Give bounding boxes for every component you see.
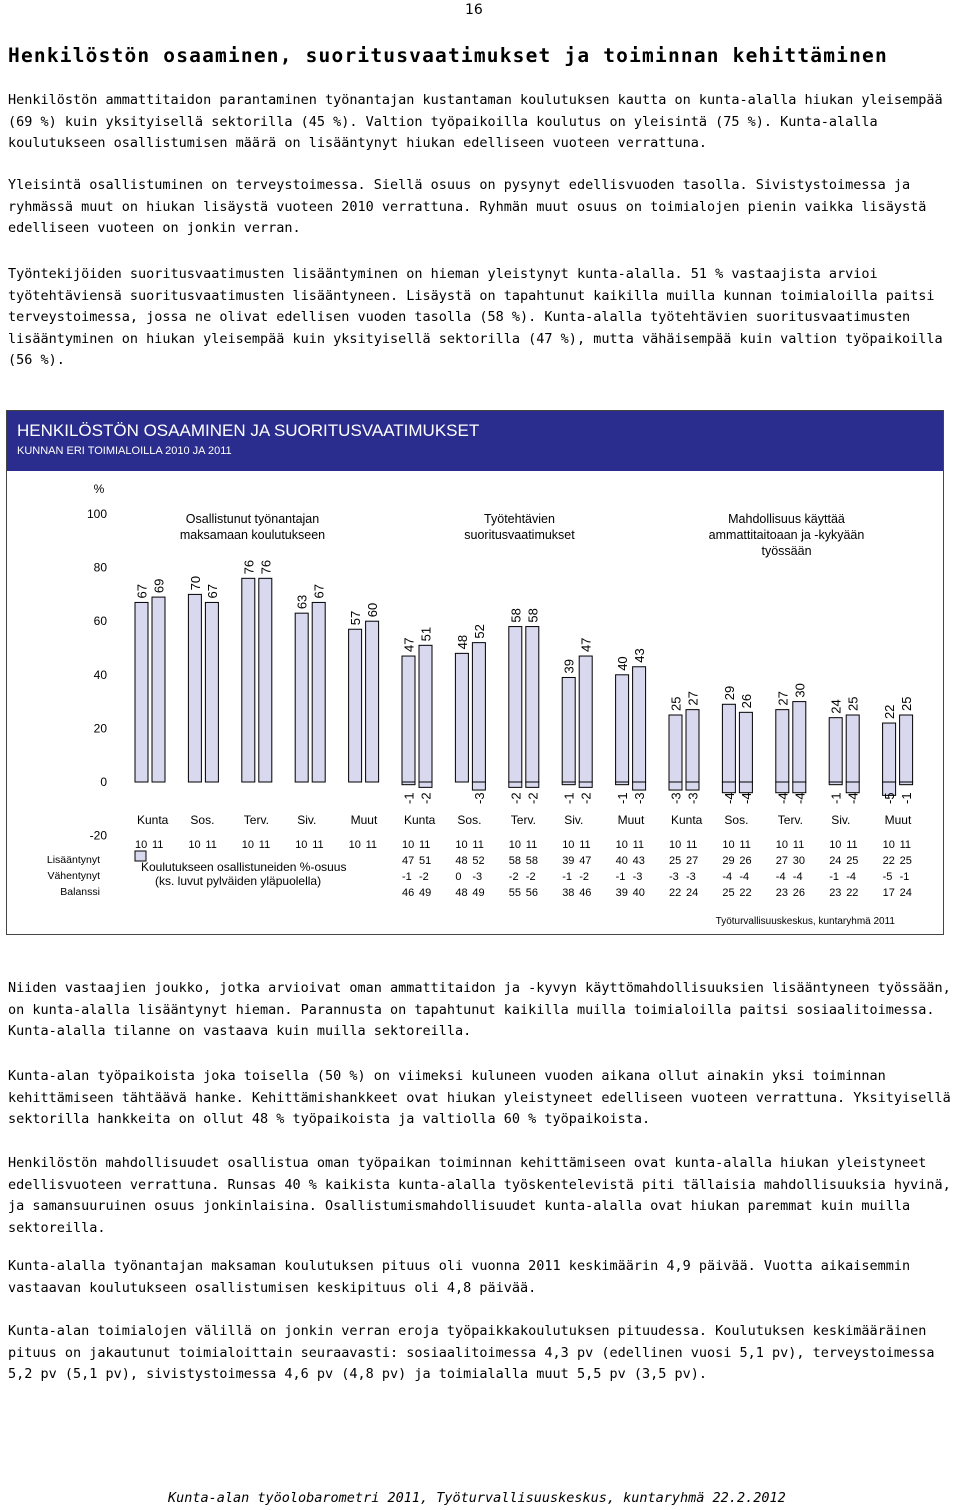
table-cell: 23 [829, 887, 842, 899]
table-cell: 26 [792, 887, 806, 899]
table-cell: -2 [508, 871, 519, 883]
bar-decrease [722, 782, 735, 793]
table-cell: -2 [525, 871, 536, 883]
table-cell: 43 [632, 855, 645, 867]
bar-data-label: 47 [401, 637, 417, 653]
table-cell: 55 [508, 887, 522, 899]
bar-decrease [472, 782, 485, 790]
group-title: työssään [761, 544, 812, 558]
bar-increase [312, 602, 325, 782]
table-cell: 56 [525, 887, 539, 899]
table-cell: 49 [472, 887, 485, 899]
bar-increase [472, 643, 485, 782]
sector-label: Muut [350, 813, 378, 827]
bar-data-label: 58 [508, 608, 524, 623]
bar-data-label: 47 [578, 637, 594, 653]
bar-data-label: 22 [882, 704, 898, 720]
year-label: 10 [615, 839, 628, 851]
table-cell: 24 [829, 855, 842, 867]
table-cell: -4 [775, 871, 786, 883]
legend-note: Koulutukseen osallistuneiden %-osuus [141, 860, 347, 874]
bar-increase [900, 715, 913, 782]
table-cell: 40 [632, 887, 645, 899]
group-title: ammattitaitoaan ja -kykyään [708, 528, 865, 542]
chart-header [7, 411, 943, 471]
bar-data-label: 27 [775, 691, 791, 706]
table-cell: 22 [846, 887, 859, 899]
table-cell: -2 [419, 871, 429, 883]
year-label: 10 [775, 839, 789, 851]
bar-decrease [579, 782, 592, 787]
sector-label: Siv. [831, 813, 851, 827]
y-tick-label: 0 [100, 775, 107, 789]
table-cell: 46 [579, 887, 592, 899]
table-cell: 25 [669, 855, 682, 867]
paragraph: Kunta-alalla työnantajan maksaman koulutuksen pituus oli vuonna 2011 keskimäärin 4,9 päivää. Vuotta aikaisemmin vastaavan koulutukseen osallistumisen keskipituus oli 4,8 päivää. [8, 1258, 911, 1296]
sector-label: Sos. [190, 813, 215, 827]
table-cell: 27 [775, 855, 789, 867]
bar-increase [349, 629, 362, 782]
bar-increase [259, 578, 272, 782]
table-cell: -4 [722, 871, 733, 883]
table-cell: 17 [882, 887, 895, 899]
bar-decrease [616, 782, 629, 785]
y-tick-label: -20 [89, 828, 107, 843]
bar-data-label: 40 [615, 656, 631, 671]
bar-data-label: 60 [365, 602, 381, 618]
table-cell: -1 [562, 871, 572, 883]
bar-data-label: -5 [882, 792, 898, 804]
bar-increase [188, 594, 201, 782]
bar-data-label: 69 [151, 578, 167, 594]
bar-decrease [562, 782, 575, 785]
bar-increase [616, 675, 629, 782]
row-label: Balanssi [60, 886, 100, 898]
table-cell: 27 [686, 855, 699, 867]
year-label: 11 [525, 839, 538, 851]
year-label: 10 [241, 839, 255, 851]
table-cell: 25 [846, 855, 859, 867]
bar-data-label: -2 [525, 792, 541, 804]
year-label: 10 [295, 839, 308, 851]
bar-increase [579, 656, 592, 782]
bar-data-label: 25 [899, 696, 915, 711]
year-label: 10 [562, 839, 575, 851]
table-cell: 30 [792, 855, 806, 867]
table-cell: -3 [472, 871, 483, 883]
year-label: 11 [258, 839, 271, 851]
bar-data-label: -4 [738, 792, 754, 804]
table-cell: -1 [615, 871, 626, 883]
bar-data-label: 25 [668, 696, 684, 711]
bar-data-label: 51 [418, 626, 434, 642]
table-cell: 49 [419, 887, 432, 899]
table-cell: 46 [402, 887, 415, 899]
legend-note: (ks. luvut pylväiden yläpuolella) [155, 874, 322, 888]
table-cell: -4 [739, 871, 750, 883]
bar-data-label: -2 [578, 792, 594, 804]
table-cell: -2 [579, 871, 589, 883]
bar-decrease [633, 782, 646, 790]
sector-label: Muut [884, 813, 912, 827]
table-cell: -3 [632, 871, 643, 883]
bar-data-label: 76 [241, 559, 257, 575]
table-cell: 25 [899, 855, 912, 867]
table-cell: 40 [615, 855, 628, 867]
table-cell: -5 [882, 871, 893, 883]
sector-label: Sos. [457, 813, 482, 827]
year-label: 11 [365, 839, 378, 851]
bar-decrease [776, 782, 789, 793]
table-cell: 26 [739, 855, 752, 867]
bar-data-label: -3 [668, 792, 684, 804]
group-title: Työtehtävien [484, 512, 555, 526]
bar-decrease [793, 782, 806, 793]
bar-decrease [846, 782, 859, 793]
bar-data-label: 70 [187, 575, 203, 591]
bar-decrease [900, 782, 913, 785]
bar-data-label: -1 [615, 792, 631, 804]
sector-label: Kunta [404, 813, 436, 827]
year-label: 11 [792, 839, 805, 851]
bar-data-label: -3 [632, 792, 648, 804]
table-cell: -4 [846, 871, 856, 883]
table-cell: 22 [882, 855, 895, 867]
year-label: 11 [152, 839, 164, 851]
year-label: 10 [829, 839, 842, 851]
table-cell: 39 [615, 887, 628, 899]
bar-increase [686, 710, 699, 782]
sector-label: Siv. [564, 813, 584, 827]
table-cell: -1 [829, 871, 839, 883]
group-title: suoritusvaatimukset [464, 528, 575, 542]
bar-decrease [526, 782, 539, 787]
year-label: 11 [205, 839, 217, 851]
year-label: 11 [419, 839, 431, 851]
table-cell: 22 [669, 887, 682, 899]
table-cell: 51 [419, 855, 432, 867]
bar-data-label: 67 [311, 583, 327, 599]
table-cell: 24 [686, 887, 699, 899]
bar-data-label: -1 [899, 792, 915, 804]
paragraph: Niiden vastaajien joukko, jotka arvioivat oman ammattitaidon ja -kyvyn käyttömahdollisuuksien lisääntyneen työssään, on kunta-alalla lisääntynyt hieman. Parannusta on tapahtunut kaikilla muilla toimialoilla paitsi sosiaalitoimessa. Kunta-alalla tilanne on vastaava kuin muilla sektoreilla. [8, 980, 951, 1039]
y-tick-label: 100 [86, 507, 107, 521]
sector-label: Kunta [137, 813, 169, 827]
bar-increase [526, 627, 539, 782]
year-label: 10 [882, 839, 895, 851]
table-cell: 48 [455, 887, 468, 899]
y-tick-label: 20 [93, 721, 107, 736]
year-label: 10 [188, 839, 201, 851]
bar-data-label: -4 [792, 792, 808, 804]
bar-decrease [686, 782, 699, 790]
year-label: 11 [846, 839, 858, 851]
bar-data-label: 26 [738, 693, 754, 709]
page-title: Henkilöstön osaaminen, suoritusvaatimukset ja toiminnan kehittäminen [8, 44, 888, 67]
table-cell: 25 [722, 887, 735, 899]
bar-data-label: -3 [471, 792, 487, 804]
bar-data-label: 43 [632, 648, 648, 663]
bar-data-label: 67 [204, 583, 220, 599]
year-label: 10 [508, 839, 522, 851]
paragraph: Työntekijöiden suoritusvaatimusten lisääntyminen on hieman yleistynyt kunta-alalla. 51 % vastaajista arvioi työtehtäviensä suoritusvaatimusten lisääntyneen. Lisäystä on tapahtunut kaikilla muilla kunnan toimialoilla paitsi terveystoimessa, jossa ne olivat edellisen vuoden tasolla (58 %). Kunta-alalla työtehtävien suoritusvaatimusten lisääntyminen on hiukan yleisempää kuin yksityisellä sektorilla (47 %), mutta vähäisempää kuin valtion työpaikoilla (56 %). [8, 266, 943, 368]
bar-decrease [829, 782, 842, 785]
bar-increase [793, 702, 806, 782]
sector-label: Muut [617, 813, 645, 827]
table-cell: -3 [686, 871, 696, 883]
year-label: 10 [348, 839, 361, 851]
chart-subtitle: KUNNAN ERI TOIMIALOILLA 2010 JA 2011 [17, 445, 232, 457]
sector-label: Siv. [297, 813, 317, 827]
bar-increase [205, 602, 218, 782]
bar-data-label: -4 [775, 792, 791, 804]
table-cell: 22 [739, 887, 752, 899]
bar-decrease [402, 782, 415, 785]
year-label: 10 [722, 839, 735, 851]
bar-increase [633, 667, 646, 782]
y-tick-label: 80 [93, 560, 107, 575]
table-cell: -4 [792, 871, 803, 883]
year-label: 11 [739, 839, 751, 851]
table-cell: 58 [525, 855, 539, 867]
chart-panel [6, 410, 944, 935]
bar-data-label: 52 [471, 624, 487, 639]
table-cell: 23 [775, 887, 789, 899]
bar-data-label: -1 [401, 792, 417, 804]
bar-data-label: -1 [561, 792, 577, 804]
bar-increase [829, 718, 842, 782]
year-label: 10 [135, 839, 148, 851]
bar-increase [135, 602, 148, 782]
year-label: 11 [686, 839, 698, 851]
year-label: 10 [455, 839, 468, 851]
bar-data-label: 67 [134, 583, 150, 599]
bar-data-label: 29 [721, 685, 737, 701]
year-label: 10 [402, 839, 415, 851]
bar-increase [883, 723, 896, 782]
bar-increase [562, 677, 575, 782]
table-cell: -1 [402, 871, 412, 883]
bar-increase [846, 715, 859, 782]
row-label: Vähentynyt [47, 870, 100, 882]
paragraph: Kunta-alan toimialojen välillä on jonkin verran eroja työpaikkakoulutuksen pituudessa. Koulutuksen keskimääräinen pituus on jakautunut toimialoittain seuraavasti: sosiaalitoimessa 4,3 pv (edellinen vuosi 5,1 pv), terveystoimessa 5,2 pv (5,1 pv), sivistystoimessa 4,6 pv (4,8 pv) ja toimialalla muut 5,5 pv (3,5 pv). [8, 1323, 935, 1382]
year-label: 11 [312, 839, 324, 851]
bar-data-label: -2 [508, 792, 524, 804]
y-tick-label: 40 [93, 667, 107, 682]
row-label: Lisääntynyt [46, 854, 100, 866]
bar-increase [402, 656, 415, 782]
bar-data-label: 58 [525, 608, 541, 623]
table-cell: 29 [722, 855, 735, 867]
bar-increase [455, 653, 468, 782]
year-label: 11 [579, 839, 591, 851]
bar-increase [295, 613, 308, 782]
y-tick-label: 60 [93, 614, 107, 629]
bar-increase [669, 715, 682, 782]
bar-data-label: 48 [454, 634, 470, 650]
bar-data-label: 25 [845, 696, 861, 711]
bar-data-label: -4 [845, 792, 861, 804]
bar-increase [509, 627, 522, 782]
bar-data-label: 24 [828, 699, 844, 714]
bar-increase [242, 578, 255, 782]
bar-data-label: 57 [348, 610, 364, 626]
table-cell: -1 [899, 871, 910, 883]
group-title: Osallistunut työnantajan [185, 512, 320, 526]
bar-data-label: 27 [685, 691, 701, 706]
bar-decrease [419, 782, 432, 787]
bar-increase [366, 621, 379, 782]
bar-increase [776, 710, 789, 782]
table-cell: 47 [402, 855, 415, 867]
year-label: 10 [669, 839, 682, 851]
table-cell: 48 [455, 855, 468, 867]
group-title: Mahdollisuus käyttää [728, 512, 845, 526]
bar-decrease [739, 782, 752, 793]
table-cell: 0 [455, 871, 462, 883]
bar-data-label: -3 [685, 792, 701, 804]
bar-data-label: 30 [792, 683, 808, 698]
sector-label: Terv. [243, 813, 269, 827]
table-cell: 47 [579, 855, 592, 867]
table-cell: 38 [562, 887, 575, 899]
page-number: 16 [465, 2, 483, 18]
sector-label: Terv. [777, 813, 803, 827]
sector-label: Sos. [724, 813, 749, 827]
table-cell: 24 [899, 887, 912, 899]
sector-label: Terv. [510, 813, 536, 827]
bar-data-label: 76 [258, 559, 274, 575]
year-label: 11 [472, 839, 484, 851]
bar-increase [722, 704, 735, 782]
sector-label: Kunta [671, 813, 703, 827]
bar-data-label: -2 [418, 792, 434, 804]
bar-decrease [669, 782, 682, 790]
bar-data-label: 39 [561, 659, 577, 674]
bar-decrease [509, 782, 522, 787]
table-cell: -3 [669, 871, 679, 883]
table-cell: 52 [472, 855, 485, 867]
bar-increase [152, 597, 165, 782]
paragraph: Henkilöstön ammattitaidon parantaminen työnantajan kustantaman koulutuksen kautta on kunta-alalla hiukan yleisempää (69 %) kuin yksityisellä sektorilla (45 %). Valtion työpaikoilla koulutus on yleisintä (75 %). Kunta-alalla koulutukseen osallistumisen määrä on lisääntynyt hiukan edelliseen vuoteen verrattuna. [8, 92, 943, 151]
bar-data-label: -1 [828, 792, 844, 804]
page-footer: Kunta-alan työolobarometri 2011, Työturvallisuuskeskus, kuntaryhmä 22.2.2012 [168, 1490, 786, 1506]
bar-increase [419, 645, 432, 782]
year-label: 11 [632, 839, 645, 851]
table-cell: 39 [562, 855, 575, 867]
chart-title: HENKILÖSTÖN OSAAMINEN JA SUORITUSVAATIMUKSET [17, 421, 480, 440]
table-cell: 58 [508, 855, 522, 867]
y-axis-label: % [93, 482, 105, 496]
paragraph: Yleisintä osallistuminen on terveystoimessa. Siellä osuus on pysynyt edellisvuoden tasolla. Sivistystoimessa ja ryhmässä muut on hiukan lisäystä vuoteen 2010 verrattuna. Ryhmän muut osuus on toimialojen pienin vaikka lisäystä edelliseen vuoteen on jonkin verran. [8, 177, 927, 236]
group-title: maksamaan koulutukseen [179, 528, 326, 542]
bar-chart [7, 471, 943, 934]
year-label: 11 [899, 839, 912, 851]
paragraph: Henkilöstön mahdollisuudet osallistua oman työpaikan toiminnan kehittämiseen ovat kunta-alalla hiukan yleistyneet edellisvuoteen verrattuna. Runsas 40 % kaikista kunta-alalla työskentelevistä piti tällaisia mahdollisuuksia hyvinä, ja samansuuruinen osuus jonkinlaisina. Osallistumismahdollisuudet kunta-alalla ovat hiukan paremmat kuin muilla sektoreilla. [8, 1155, 951, 1236]
paragraph: Kunta-alan työpaikoista joka toisella (50 %) on viimeksi kuluneen vuoden aikana ollut ainakin yksi toiminnan kehittämiseen tähtäävä hanke. Kehittämishankkeet ovat hiukan yleistyneet edelliseen vuoteen verrattuna. Yksityisellä sektorilla hankkeita on ollut 48 % työpaikoista ja valtiolla 60 % työpaikoista. [8, 1068, 951, 1127]
bar-data-label: 63 [294, 594, 310, 610]
chart-source: Työturvallisuuskeskus, kuntaryhmä 2011 [715, 916, 895, 927]
bar-data-label: -4 [721, 792, 737, 804]
bar-increase [739, 712, 752, 782]
